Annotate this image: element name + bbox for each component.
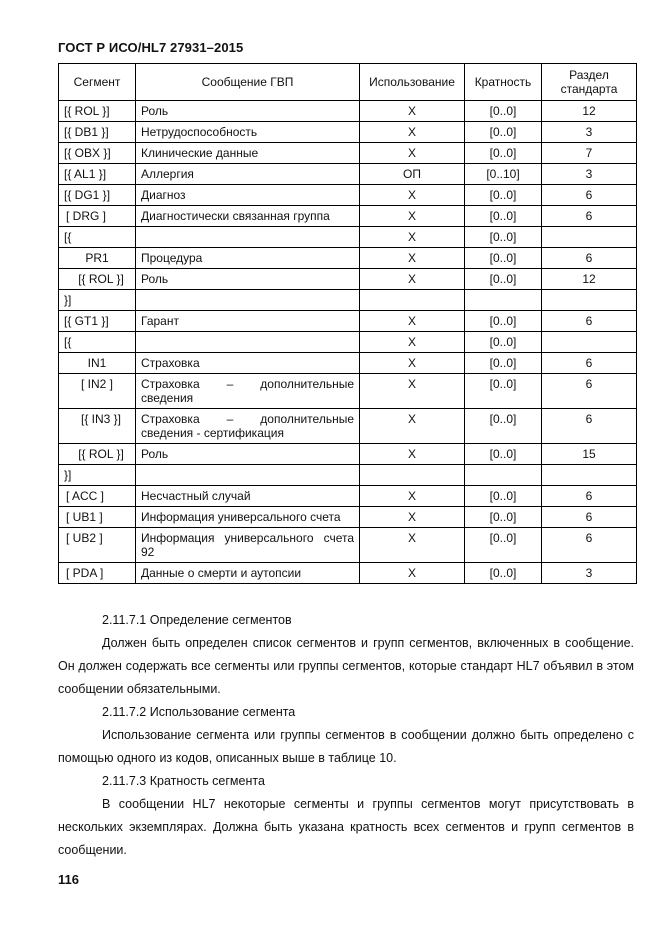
table-row bbox=[59, 164, 637, 185]
cell-section bbox=[542, 465, 637, 486]
cell-message: Клинические данные bbox=[136, 143, 360, 164]
cell-segment: [{ bbox=[59, 227, 136, 248]
cell-segment: [ ACC ] bbox=[59, 486, 136, 507]
cell-section: 7 bbox=[542, 143, 637, 164]
cell-message: Страховка – дополнительные сведения - сертификация bbox=[136, 409, 360, 444]
cell-multiplicity: [0..0] bbox=[465, 528, 542, 563]
column-header-usage: Использование bbox=[360, 64, 465, 101]
cell-usage bbox=[360, 465, 465, 486]
cell-section bbox=[542, 227, 637, 248]
cell-usage: X bbox=[360, 269, 465, 290]
cell-multiplicity: [0..0] bbox=[465, 409, 542, 444]
body-text bbox=[58, 609, 634, 862]
cell-multiplicity: [0..0] bbox=[465, 185, 542, 206]
cell-usage: X bbox=[360, 563, 465, 584]
cell-section: 6 bbox=[542, 409, 637, 444]
section-heading: 2.11.7.3 Кратность сегмента bbox=[102, 774, 265, 788]
cell-section: 3 bbox=[542, 164, 637, 185]
cell-message: Диагностически связанная группа bbox=[136, 206, 360, 227]
cell-message: Диагноз bbox=[136, 185, 360, 206]
table-row bbox=[59, 465, 637, 486]
column-header-multiplicity: Кратность bbox=[465, 64, 542, 101]
cell-section: 6 bbox=[542, 206, 637, 227]
table-row bbox=[59, 101, 637, 122]
document-header: ГОСТ Р ИСО/HL7 27931–2015 bbox=[58, 40, 244, 55]
cell-usage: X bbox=[360, 486, 465, 507]
cell-section: 6 bbox=[542, 311, 637, 332]
table-header-row bbox=[59, 64, 637, 101]
table-row bbox=[59, 122, 637, 143]
cell-multiplicity: [0..0] bbox=[465, 269, 542, 290]
cell-segment: [{ GT1 }] bbox=[59, 311, 136, 332]
cell-message bbox=[136, 465, 360, 486]
cell-message: Страховка – дополнительные сведения bbox=[136, 374, 360, 409]
section-heading: 2.11.7.1 Определение сегментов bbox=[102, 613, 292, 627]
paragraph: Должен быть определен список сегментов и групп сегментов, включенных в сообщение. Он должен содержать все сегменты или группы сегментов, которые стандарт HL7 объявил в этом сообщении обязательными. bbox=[58, 636, 634, 696]
cell-multiplicity: [0..10] bbox=[465, 164, 542, 185]
column-header-message: Сообщение ГВП bbox=[136, 64, 360, 101]
cell-section: 6 bbox=[542, 248, 637, 269]
cell-message: Страховка bbox=[136, 353, 360, 374]
cell-segment: [{ ROL }] bbox=[59, 444, 136, 465]
cell-multiplicity: [0..0] bbox=[465, 374, 542, 409]
cell-segment: }] bbox=[59, 290, 136, 311]
cell-usage: X bbox=[360, 409, 465, 444]
cell-multiplicity: [0..0] bbox=[465, 206, 542, 227]
section-heading: 2.11.7.2 Использование сегмента bbox=[102, 705, 296, 719]
cell-segment: [ IN2 ] bbox=[59, 374, 136, 409]
cell-segment: [{ bbox=[59, 332, 136, 353]
cell-multiplicity: [0..0] bbox=[465, 507, 542, 528]
paragraph: Использование сегмента или группы сегментов в сообщении должно быть определено с помощью одного из кодов, описанных выше в таблице 10. bbox=[58, 728, 634, 765]
cell-message: Данные о смерти и аутопсии bbox=[136, 563, 360, 584]
cell-multiplicity: [0..0] bbox=[465, 486, 542, 507]
cell-section: 15 bbox=[542, 444, 637, 465]
cell-message: Роль bbox=[136, 444, 360, 465]
cell-usage: X bbox=[360, 374, 465, 409]
cell-usage: X bbox=[360, 332, 465, 353]
table-row bbox=[59, 290, 637, 311]
cell-usage: ОП bbox=[360, 164, 465, 185]
cell-segment: [ PDA ] bbox=[59, 563, 136, 584]
cell-message: Гарант bbox=[136, 311, 360, 332]
cell-usage: X bbox=[360, 206, 465, 227]
cell-usage: X bbox=[360, 143, 465, 164]
table-row bbox=[59, 528, 637, 563]
cell-message: Несчастный случай bbox=[136, 486, 360, 507]
cell-segment: [{ DG1 }] bbox=[59, 185, 136, 206]
cell-section: 12 bbox=[542, 269, 637, 290]
cell-multiplicity: [0..0] bbox=[465, 332, 542, 353]
cell-usage: X bbox=[360, 311, 465, 332]
cell-segment: PR1 bbox=[59, 248, 136, 269]
cell-section: 6 bbox=[542, 374, 637, 409]
cell-message: Роль bbox=[136, 269, 360, 290]
cell-segment: IN1 bbox=[59, 353, 136, 374]
table-row bbox=[59, 311, 637, 332]
cell-multiplicity: [0..0] bbox=[465, 143, 542, 164]
cell-multiplicity: [0..0] bbox=[465, 227, 542, 248]
table-row bbox=[59, 563, 637, 584]
page-number: 116 bbox=[58, 872, 79, 887]
cell-segment: [ UB1 ] bbox=[59, 507, 136, 528]
column-header-section: Раздел стандарта bbox=[542, 64, 637, 101]
table-row bbox=[59, 507, 637, 528]
table-row bbox=[59, 227, 637, 248]
cell-section: 3 bbox=[542, 122, 637, 143]
cell-usage: X bbox=[360, 101, 465, 122]
table-row bbox=[59, 444, 637, 465]
cell-section: 6 bbox=[542, 353, 637, 374]
table-row bbox=[59, 486, 637, 507]
paragraph: В сообщении HL7 некоторые сегменты и группы сегментов могут присутствовать в нескольких экземплярах. Должна быть указана кратность всех сегментов и групп сегментов в сообщении. bbox=[58, 797, 634, 857]
cell-multiplicity: [0..0] bbox=[465, 101, 542, 122]
column-header-segment: Сегмент bbox=[59, 64, 136, 101]
cell-segment: [{ AL1 }] bbox=[59, 164, 136, 185]
table-row bbox=[59, 409, 637, 444]
cell-usage: X bbox=[360, 507, 465, 528]
cell-message: Нетрудоспособность bbox=[136, 122, 360, 143]
table-row bbox=[59, 206, 637, 227]
cell-multiplicity bbox=[465, 465, 542, 486]
cell-segment: [ DRG ] bbox=[59, 206, 136, 227]
cell-section: 12 bbox=[542, 101, 637, 122]
cell-multiplicity: [0..0] bbox=[465, 248, 542, 269]
segments-table bbox=[58, 63, 637, 584]
cell-segment: [{ ROL }] bbox=[59, 101, 136, 122]
cell-usage bbox=[360, 290, 465, 311]
cell-message: Роль bbox=[136, 101, 360, 122]
cell-section bbox=[542, 332, 637, 353]
cell-usage: X bbox=[360, 185, 465, 206]
cell-usage: X bbox=[360, 353, 465, 374]
table-row bbox=[59, 374, 637, 409]
cell-segment: [ UB2 ] bbox=[59, 528, 136, 563]
cell-message bbox=[136, 290, 360, 311]
table-row bbox=[59, 248, 637, 269]
cell-multiplicity: [0..0] bbox=[465, 122, 542, 143]
cell-multiplicity: [0..0] bbox=[465, 444, 542, 465]
cell-multiplicity bbox=[465, 290, 542, 311]
cell-message: Процедура bbox=[136, 248, 360, 269]
table-row bbox=[59, 332, 637, 353]
cell-usage: X bbox=[360, 444, 465, 465]
cell-segment: [{ IN3 }] bbox=[59, 409, 136, 444]
cell-segment: [{ DB1 }] bbox=[59, 122, 136, 143]
cell-section: 6 bbox=[542, 528, 637, 563]
cell-segment: [{ ROL }] bbox=[59, 269, 136, 290]
cell-message bbox=[136, 332, 360, 353]
table-row bbox=[59, 269, 637, 290]
cell-message: Информация универсального счета bbox=[136, 507, 360, 528]
cell-message bbox=[136, 227, 360, 248]
cell-section: 6 bbox=[542, 486, 637, 507]
table-row bbox=[59, 353, 637, 374]
table-row bbox=[59, 185, 637, 206]
cell-message: Информация универсального счета 92 bbox=[136, 528, 360, 563]
cell-multiplicity: [0..0] bbox=[465, 563, 542, 584]
cell-usage: X bbox=[360, 528, 465, 563]
cell-message: Аллергия bbox=[136, 164, 360, 185]
table-row bbox=[59, 143, 637, 164]
table-body bbox=[59, 101, 637, 584]
cell-usage: X bbox=[360, 227, 465, 248]
cell-multiplicity: [0..0] bbox=[465, 311, 542, 332]
cell-section: 6 bbox=[542, 507, 637, 528]
cell-multiplicity: [0..0] bbox=[465, 353, 542, 374]
cell-usage: X bbox=[360, 248, 465, 269]
cell-segment: [{ OBX }] bbox=[59, 143, 136, 164]
cell-section: 3 bbox=[542, 563, 637, 584]
cell-section: 6 bbox=[542, 185, 637, 206]
cell-usage: X bbox=[360, 122, 465, 143]
cell-segment: }] bbox=[59, 465, 136, 486]
cell-section bbox=[542, 290, 637, 311]
